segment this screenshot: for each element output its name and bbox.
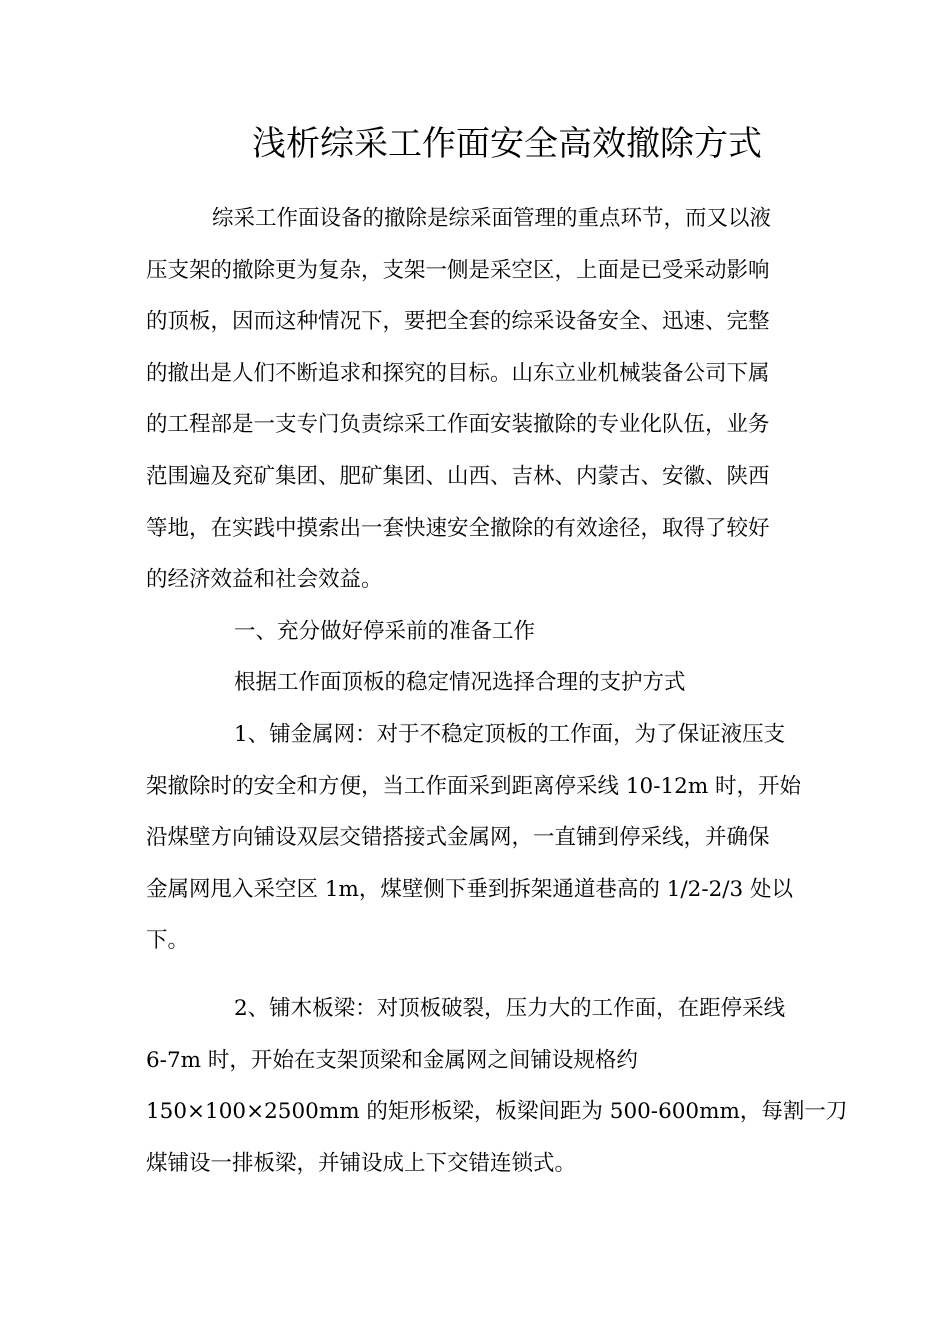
paragraph-line: 的经济效益和社会效益。 xyxy=(146,567,383,593)
paragraph-line: 6-7m 时，开始在支架顶梁和金属网之间铺设规格约 xyxy=(146,1047,638,1073)
paragraph-line: 下。 xyxy=(146,928,190,954)
paragraph-line: 压支架的撤除更为复杂，支架一侧是采空区，上面是已受采动影响 xyxy=(146,257,770,283)
document-body xyxy=(146,193,848,1189)
paragraph-line: 范围遍及兖矿集团、肥矿集团、山西、吉林、内蒙古、安徽、陕西 xyxy=(146,463,770,489)
paragraph-line: 150×100×2500mm 的矩形板梁，板梁间距为 500-600mm，每割一刀 xyxy=(146,1099,848,1125)
paragraph-line: 金属网甩入采空区 1m，煤壁侧下垂到拆架通道巷高的 1/2-2/3 处以 xyxy=(146,876,794,902)
paragraph-line: 的工程部是一支专门负责综采工作面安装撤除的专业化队伍，业务 xyxy=(146,412,770,438)
paragraph-line: 根据工作面顶板的稳定情况选择合理的支护方式 xyxy=(234,670,686,696)
paragraph-line: 综采工作面设备的撤除是综采面管理的重点环节，而又以液 xyxy=(212,206,772,231)
paragraph-line: 等地，在实践中摸索出一套快速安全撤除的有效途径，取得了较好 xyxy=(146,515,770,541)
paragraph-line: 沿煤壁方向铺设双层交错搭接式金属网，一直铺到停采线，并确保 xyxy=(146,825,770,851)
paragraph-gap xyxy=(146,967,806,983)
document-title: 浅析综采工作面安全高效撤除方式 xyxy=(252,124,762,164)
paragraph-line: 的顶板，因而这种情况下，要把全套的综采设备安全、迅速、完整 xyxy=(146,309,770,335)
paragraph-line: 2、铺木板梁：对顶板破裂，压力大的工作面，在距停采线 xyxy=(234,995,786,1021)
paragraph-line: 煤铺设一排板梁，并铺设成上下交错连锁式。 xyxy=(146,1150,577,1176)
paragraph-line: 架撤除时的安全和方便，当工作面采到距离停采线 10-12m 时，开始 xyxy=(146,773,802,799)
paragraph-line: 的撤出是人们不断追求和探究的目标。山东立业机械装备公司下属 xyxy=(146,360,770,386)
section-heading: 一、充分做好停采前的准备工作 xyxy=(234,618,536,644)
paragraph-line: 1、铺金属网：对于不稳定顶板的工作面，为了保证液压支 xyxy=(234,721,786,747)
